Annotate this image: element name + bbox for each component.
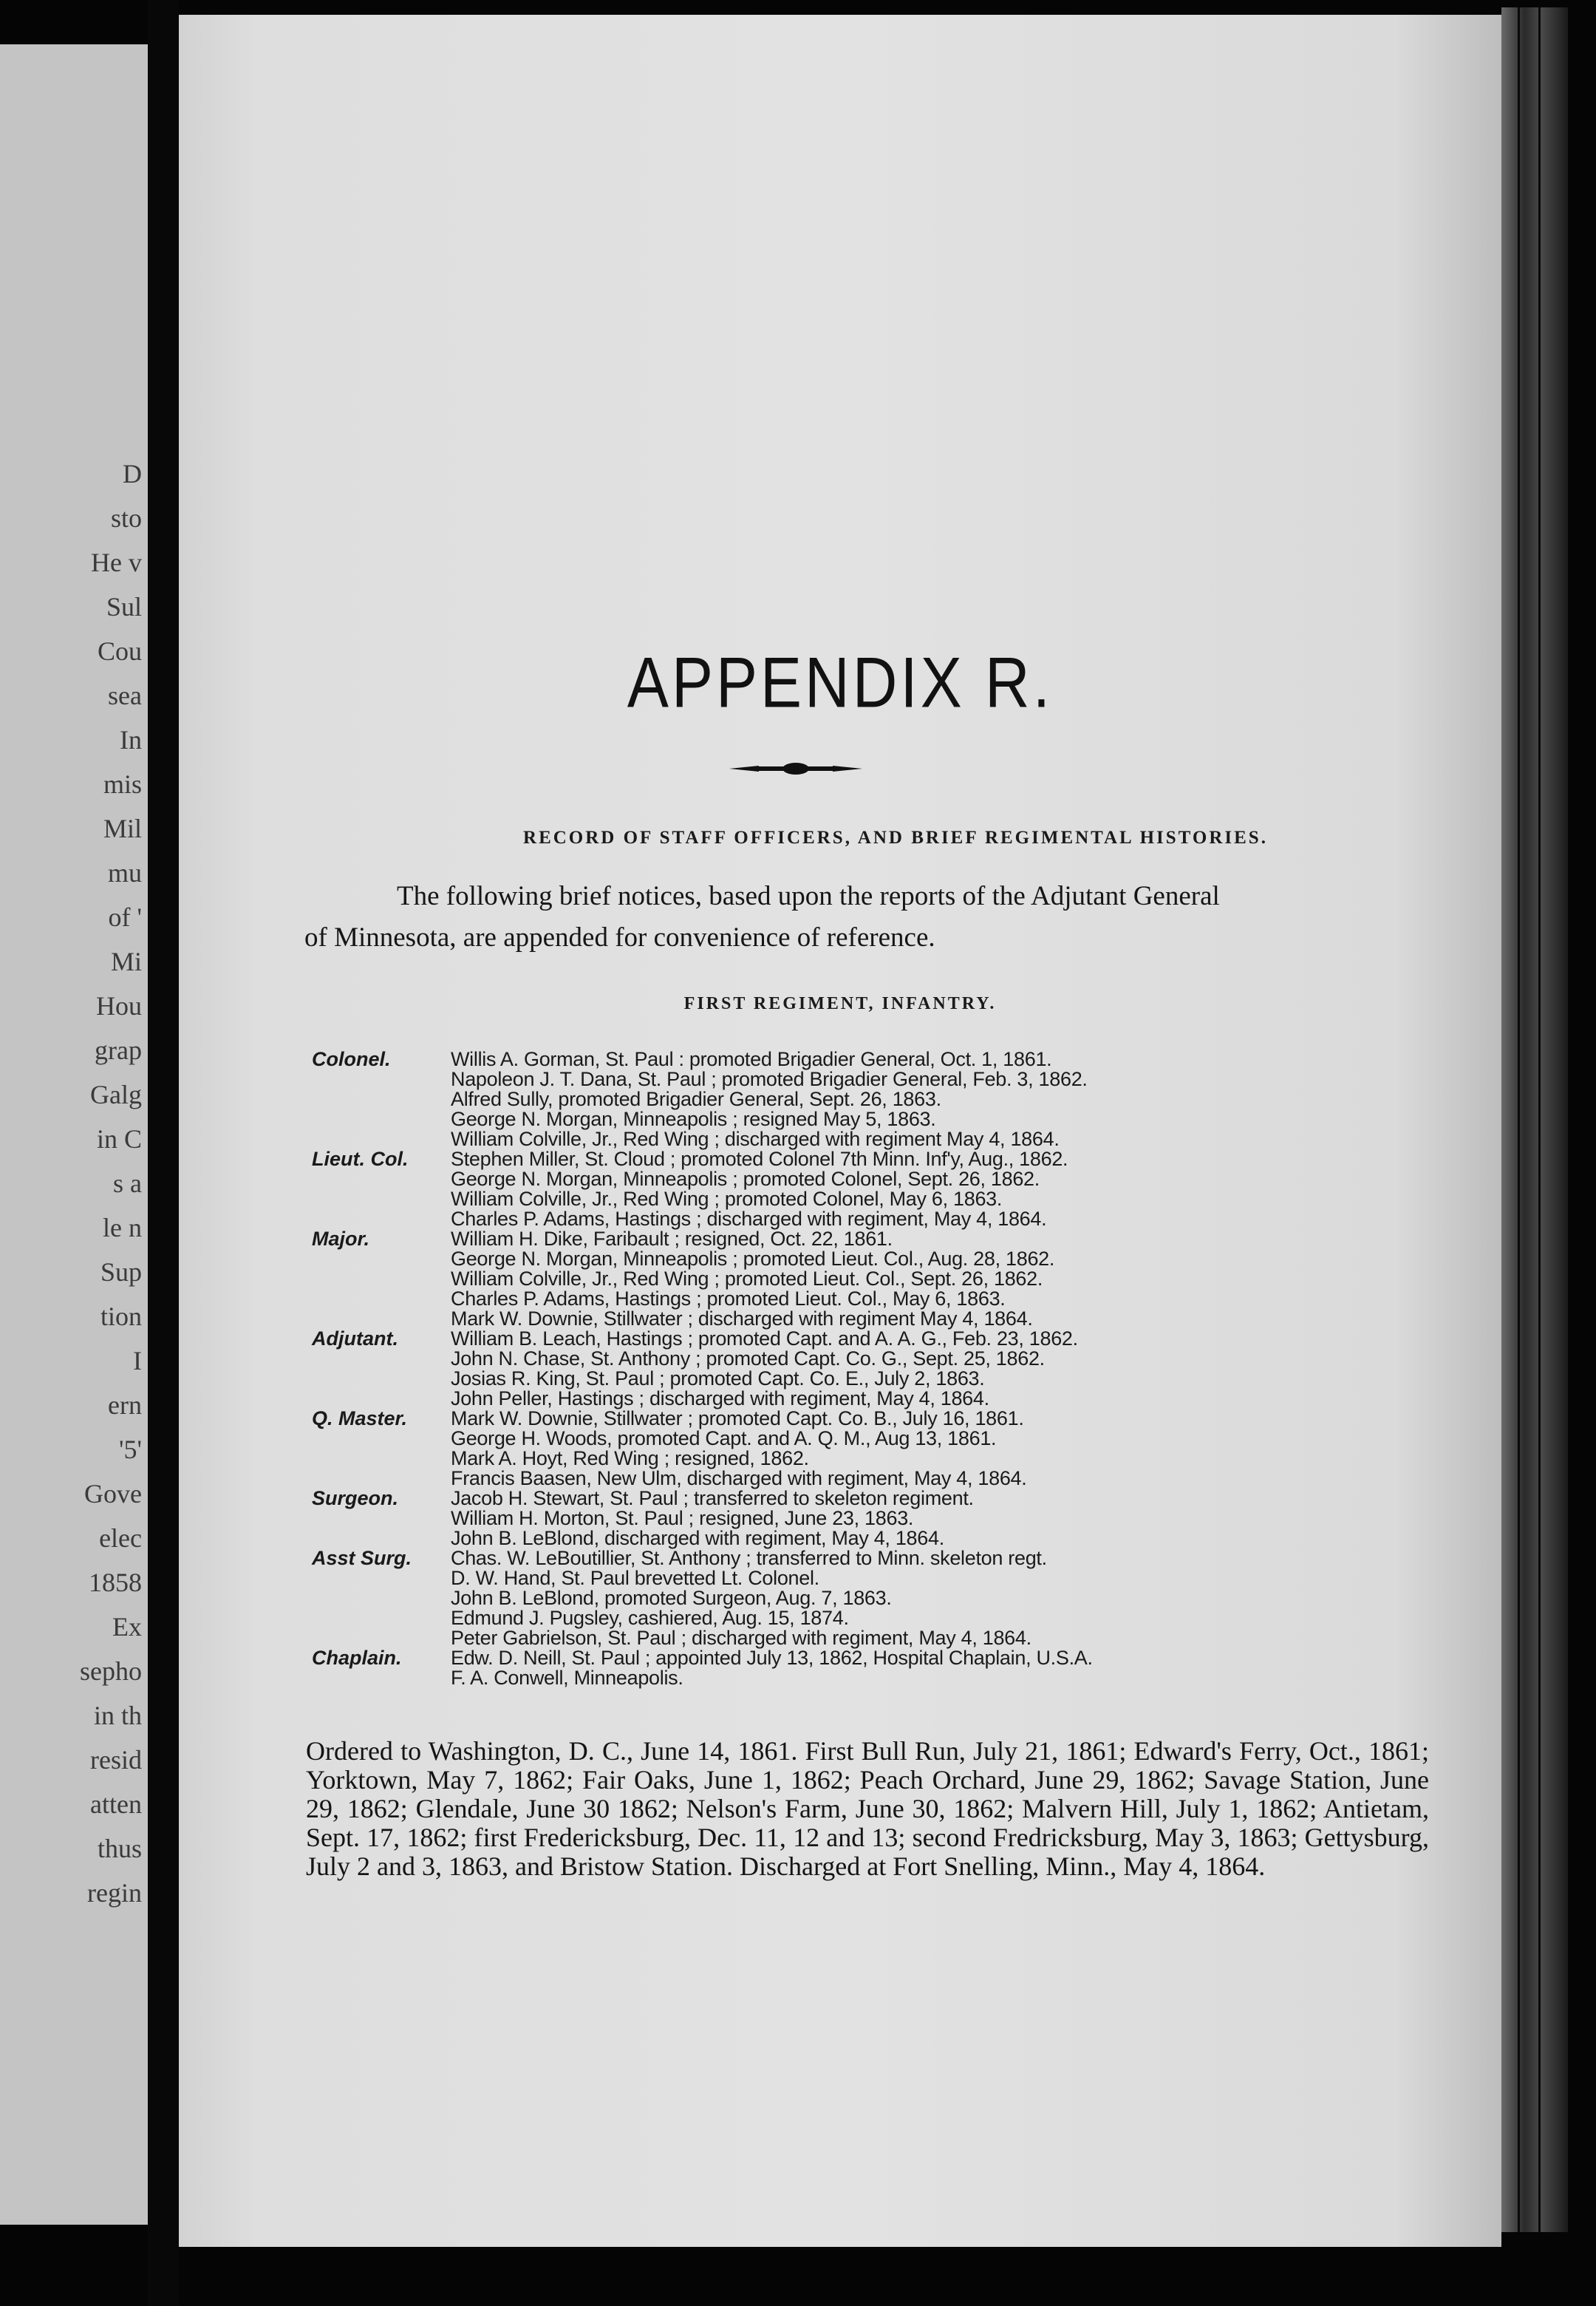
left-page-text-fragment: Gove <box>84 1479 142 1509</box>
roster-entry: William H. Morton, St. Paul ; resigned, June 23, 1863. <box>451 1507 914 1529</box>
left-page-text-fragment: Cou <box>97 636 142 666</box>
roster-entry: Mark W. Downie, Stillwater ; promoted Capt. Co. B., July 16, 1861. <box>451 1407 1024 1429</box>
roster-entry: Mark A. Hoyt, Red Wing ; resigned, 1862. <box>451 1447 809 1469</box>
roster-entry: William Colville, Jr., Red Wing ; promoted Lieut. Col., Sept. 26, 1862. <box>451 1268 1043 1290</box>
roster-group <box>312 1489 1450 1548</box>
roster-entry: William Colville, Jr., Red Wing ; discharged with regiment May 4, 1864. <box>451 1128 1060 1150</box>
intro-line-1: The following brief notices, based upon the reports of the Adjutant General <box>397 881 1220 911</box>
roster-entry: Stephen Miller, St. Cloud ; promoted Colonel 7th Minn. Inf'y, Aug., 1862. <box>451 1148 1068 1170</box>
roster-entry: William H. Dike, Faribault ; resigned, Oct. 22, 1861. <box>451 1228 893 1250</box>
left-page-text-fragment: sto <box>110 503 142 533</box>
roster-entry: John Peller, Hastings ; discharged with regiment, May 4, 1864. <box>451 1387 989 1409</box>
roster-group <box>312 1149 1450 1229</box>
roster-entry: Alfred Sully, promoted Brigadier General, Sept. 26, 1863. <box>451 1088 941 1110</box>
staff-roster <box>312 1050 1450 1688</box>
left-page-text-fragment: of ' <box>108 902 142 932</box>
roster-entry: John B. LeBlond, discharged with regiment, May 4, 1864. <box>451 1527 944 1549</box>
left-page-text-fragment: thus <box>97 1834 142 1863</box>
roster-entry: Jacob H. Stewart, St. Paul ; transferred to skeleton regiment. <box>451 1487 974 1509</box>
roster-entry: Edw. D. Neill, St. Paul ; appointed July 13, 1862, Hospital Chaplain, U.S.A. <box>451 1647 1093 1669</box>
regiment-history: Ordered to Washington, D. C., June 14, 1861. First Bull Run, July 21, 1861; Edward's Ferry, Oct., 1861; Yorktown, May 7, 1862; Fair Oaks, June 1, 1862; Peach Orchard, June 29, 1862; Savage Station, June 29, 1862; Glendale, June 30 1862; Nelson's Farm, June 30, 1862; Malvern Hill, July 1, 1862; Antietam, Sept. 17, 1862; first Fredericksburg, Dec. 11, 12 and 13; second Fredricksburg, May 3, 1863; Gettysburg, July 2 and 3, 1863, and Bristow Station. Discharged at Fort Snelling, Minn., May 4, 1864. <box>306 1736 1429 1881</box>
intro-line-2: of Minnesota, are appended for convenience of reference. <box>304 922 935 953</box>
roster-entry: William B. Leach, Hastings ; promoted Capt. and A. A. G., Feb. 23, 1862. <box>451 1327 1078 1350</box>
left-page-text-fragment: mis <box>103 769 142 799</box>
roster-group <box>312 1050 1450 1149</box>
roster-entry: George H. Woods, promoted Capt. and A. Q. M., Aug 13, 1861. <box>451 1427 997 1449</box>
roster-entry: Charles P. Adams, Hastings ; discharged with regiment, May 4, 1864. <box>451 1208 1047 1230</box>
left-page-text-fragment: s a <box>113 1169 142 1198</box>
book-page <box>179 15 1501 2247</box>
roster-entry: Peter Gabrielson, St. Paul ; discharged with regiment, May 4, 1864. <box>451 1627 1031 1649</box>
record-subtitle: RECORD OF STAFF OFFICERS, AND BRIEF REGIMENTAL HISTORIES. <box>523 828 1268 848</box>
left-page-text-fragment: grap <box>95 1035 142 1065</box>
roster-entry: John B. LeBlond, promoted Surgeon, Aug. 7, 1863. <box>451 1587 892 1609</box>
roster-entry: John N. Chase, St. Anthony ; promoted Capt. Co. G., Sept. 25, 1862. <box>451 1347 1045 1370</box>
roster-role: Surgeon. <box>312 1487 399 1509</box>
left-page-text-fragment: Mi <box>110 947 142 976</box>
left-page-text-fragment: D <box>123 459 142 489</box>
roster-entry: Charles P. Adams, Hastings ; promoted Lieut. Col., May 6, 1863. <box>451 1288 1006 1310</box>
roster-entry: Napoleon J. T. Dana, St. Paul ; promoted Brigadier General, Feb. 3, 1862. <box>451 1068 1088 1090</box>
roster-role: Major. <box>312 1228 370 1250</box>
roster-entry: Willis A. Gorman, St. Paul : promoted Brigadier General, Oct. 1, 1861. <box>451 1048 1052 1070</box>
roster-entry: Edmund J. Pugsley, cashiered, Aug. 15, 1874. <box>451 1607 849 1629</box>
left-page-text-fragment: Ex <box>112 1612 142 1642</box>
roster-role: Chaplain. <box>312 1647 402 1669</box>
roster-group <box>312 1648 1450 1688</box>
left-page-text-fragment: In <box>120 725 142 755</box>
left-page-text-fragment: Sup <box>100 1257 142 1287</box>
roster-group <box>312 1548 1450 1648</box>
left-page-text-fragment: elec <box>99 1523 142 1553</box>
roster-role: Colonel. <box>312 1048 391 1070</box>
left-page-text-fragment: ern <box>108 1390 142 1420</box>
left-page-text-fragment: Hou <box>96 991 142 1021</box>
left-page-text-fragment: sepho <box>80 1656 142 1686</box>
roster-role: Lieut. Col. <box>312 1148 409 1170</box>
roster-entry: George N. Morgan, Minneapolis ; promoted Colonel, Sept. 26, 1862. <box>451 1168 1040 1190</box>
left-page-text-fragment: sea <box>108 681 142 710</box>
roster-entry: William Colville, Jr., Red Wing ; promoted Colonel, May 6, 1863. <box>451 1188 1003 1210</box>
left-page-text-fragment: in th <box>93 1701 142 1730</box>
roster-entry: Mark W. Downie, Stillwater ; discharged with regiment May 4, 1864. <box>451 1307 1033 1330</box>
roster-role: Asst Surg. <box>312 1547 412 1569</box>
left-page-text-fragment: '5' <box>119 1435 142 1464</box>
roster-entry: D. W. Hand, St. Paul brevetted Lt. Colonel. <box>451 1567 819 1589</box>
roster-entry: Chas. W. LeBoutillier, St. Anthony ; transferred to Minn. skeleton regt. <box>451 1547 1047 1569</box>
roster-entry: Josias R. King, St. Paul ; promoted Capt. Co. E., July 2, 1863. <box>451 1367 985 1390</box>
page-title: APPENDIX R. <box>627 642 1054 722</box>
roster-entry: George N. Morgan, Minneapolis ; resigned May 5, 1863. <box>451 1108 936 1130</box>
left-page-text-fragment: atten <box>90 1789 142 1819</box>
left-page-text-fragment: 1858 <box>89 1568 142 1597</box>
book-spine <box>1501 7 1568 2232</box>
left-page-text-fragment: Sul <box>106 592 142 622</box>
roster-entry: George N. Morgan, Minneapolis ; promoted Lieut. Col., Aug. 28, 1862. <box>451 1248 1055 1270</box>
roster-entry: Francis Baasen, New Ulm, discharged with regiment, May 4, 1864. <box>451 1467 1027 1489</box>
roster-group <box>312 1409 1450 1489</box>
left-page-text-fragment: le n <box>103 1213 142 1242</box>
left-page-text-fragment: mu <box>107 858 142 888</box>
left-page-text-fragment: He v <box>91 548 142 577</box>
roster-role: Adjutant. <box>312 1327 398 1350</box>
left-page-text-fragment: tion <box>100 1302 142 1331</box>
left-page-text-fragment: in C <box>96 1124 142 1154</box>
ornament-divider <box>729 754 862 783</box>
left-page-text-fragment: resid <box>90 1745 142 1775</box>
regiment-heading: FIRST REGIMENT, INFANTRY. <box>683 994 997 1013</box>
left-page-edge <box>0 44 148 2225</box>
roster-group <box>312 1229 1450 1329</box>
roster-role: Q. Master. <box>312 1407 408 1429</box>
left-page-text-fragment: Galg <box>90 1080 142 1109</box>
page-gutter <box>148 0 179 2306</box>
left-page-text-fragment: Mil <box>103 814 142 843</box>
left-page-text-fragment: regin <box>87 1878 142 1908</box>
roster-group <box>312 1329 1450 1409</box>
intro-paragraph <box>304 876 1457 959</box>
roster-entry: F. A. Conwell, Minneapolis. <box>451 1667 683 1689</box>
left-page-text-fragment: I <box>133 1346 142 1375</box>
